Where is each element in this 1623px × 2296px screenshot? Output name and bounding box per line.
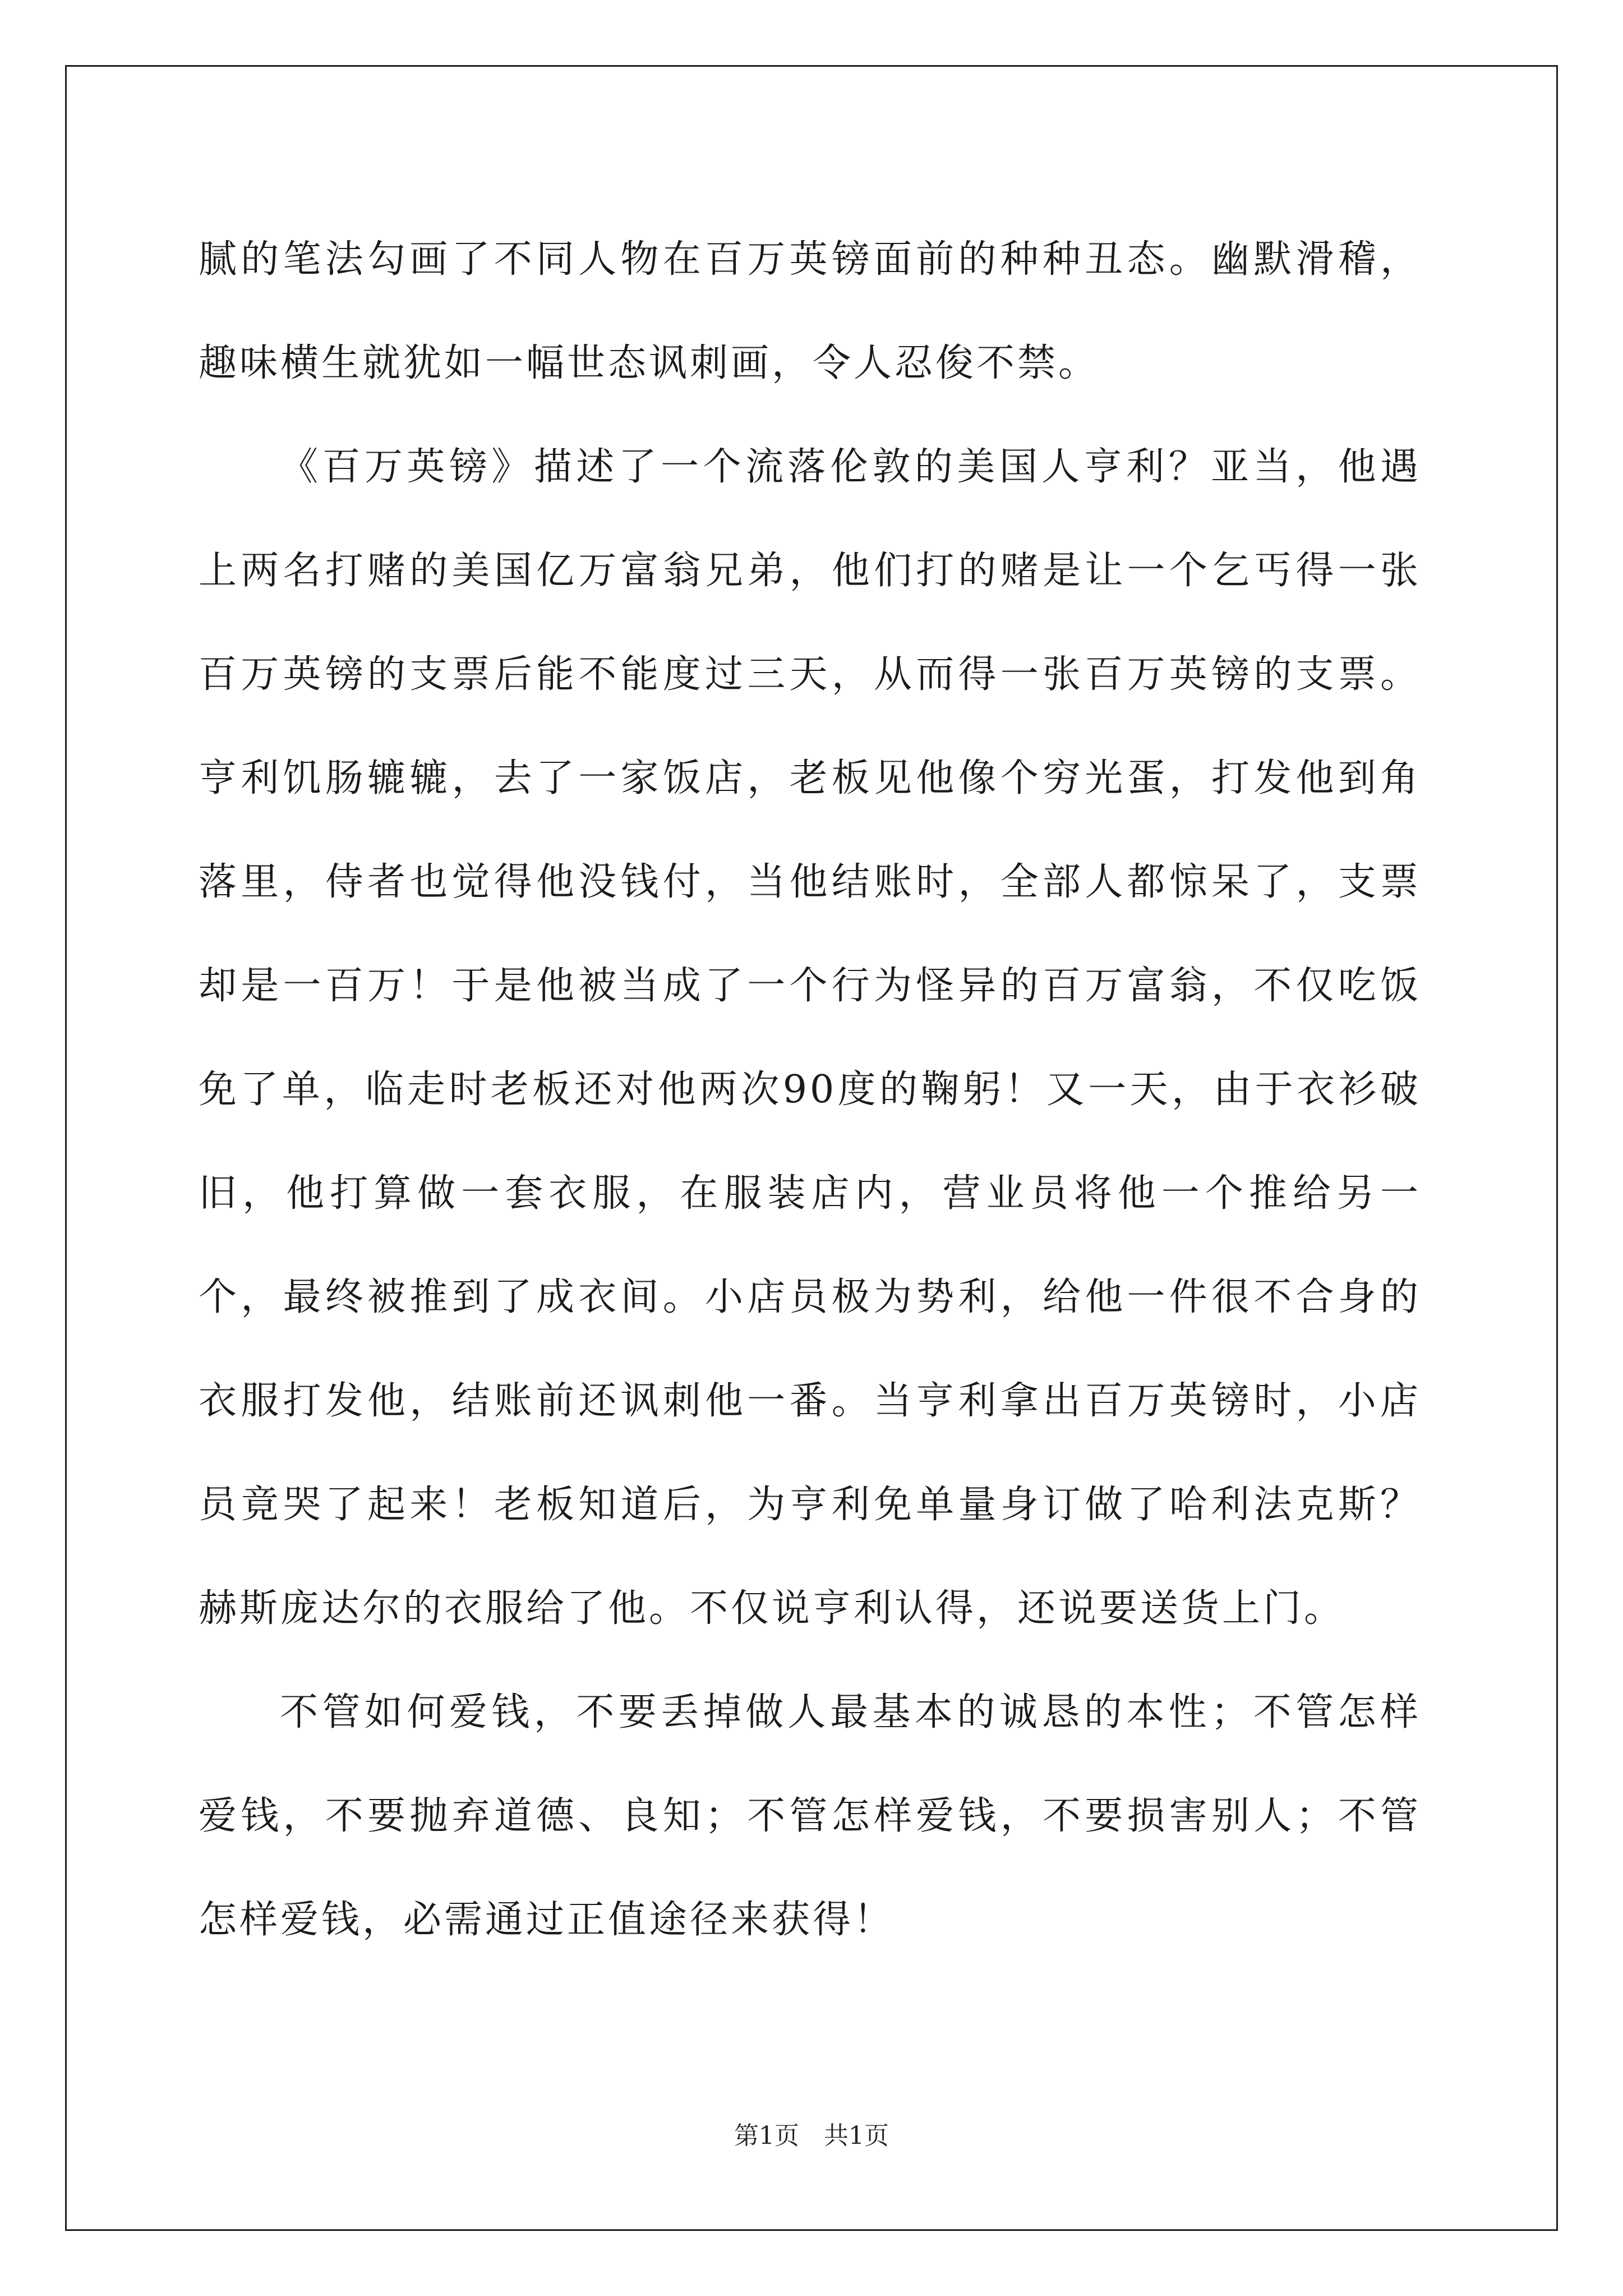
paragraph-3: 不管如何爱钱，不要丢掉做人最基本的诚恳的本性；不管怎样爱钱，不要抛弃道德、良知；不管怎样爱钱，不要损害别人；不管怎样爱钱，必需通过正值途径来获得！ (199, 1690, 1421, 1942)
paragraph-2: 《百万英镑》描述了一个流落伦敦的美国人亨利？亚当，他遇上两名打赌的美国亿万富翁兄弟，他们打的赌是让一个乞丐得一张百万英镑的支票后能不能度过三天，从而得一张百万英镑的支票。亨利饥肠辘辘，去了一家饭店，老板见他像个穷光蛋，打发他到角落里，侍者也觉得他没钱付，当他结账时，全部人都惊呆了，支票却是一百万！于是他被当成了一个行为怪异的百万富翁，不仅吃饭免了单，临走时老板还对他两次90度的鞠躬！又一天，由于衣衫破旧，他打算做一套衣服，在服装店内，营业员将他一个推给另一个，最终被推到了成衣间。小店员极为势利，给他一件很不合身的衣服打发他，结账前还讽刺他一番。当亨利拿出百万英镑时，小店员竟哭了起来！老板知道后，为亨利免单量身订做了哈利法克斯？赫斯庞达尔的衣服给了他。不仅说亨利认得，还说要送货上门。 (199, 445, 1421, 1631)
page-footer: 第1页 共1页 (734, 2122, 889, 2150)
document-body (199, 208, 1421, 1972)
paragraph-1: 腻的笔法勾画了不同人物在百万英镑面前的种种丑态。幽默滑稽，趣味横生就犹如一幅世态讽刺画，令人忍俊不禁。 (199, 237, 1421, 385)
